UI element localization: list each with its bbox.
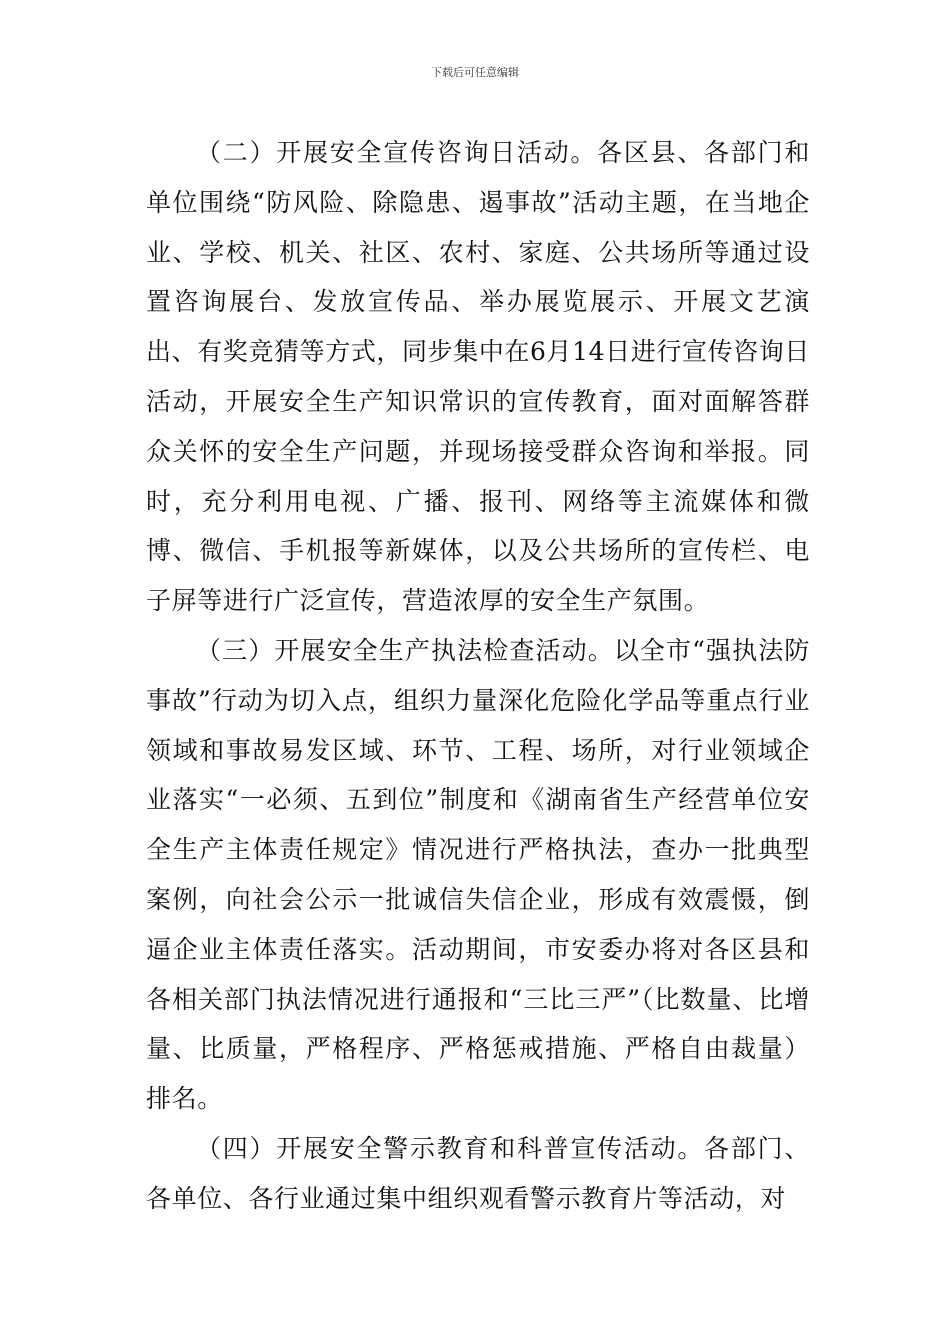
document-body xyxy=(146,128,810,1224)
page-header-note: 下载后可任意编辑 xyxy=(431,66,519,79)
paragraph-warning-education: （四）开展安全警示教育和科普宣传活动。各部门、各单位、各行业通过集中组织观看警示教育片等活动，对 xyxy=(146,1133,810,1213)
paragraph-law-enforcement: （三）开展安全生产执法检查活动。以全市“强执法防事故”行动为切入点，组织力量深化危险化学品等重点行业领域和事故易发区域、环节、工程、场所，对行业领域企业落实“一必须、五到位”制度和《湖南省生产经营单位安全生产主体责任规定》情况进行严格执法，查办一批典型案例，向社会公示一批诚信失信企业，形成有效震慑，倒逼企业主体责任落实。活动期间，市安委办将对各区县和各相关部门执法情况进行通报和“三比三严”（比数量、比增量、比质量，严格程序、严格惩戒措施、严格自由裁量）排名。 xyxy=(146,635,810,1114)
paragraph-consultation-day: （二）开展安全宣传咨询日活动。各区县、各部门和单位围绕“防风险、除隐患、遏事故”活动主题，在当地企业、学校、机关、社区、农村、家庭、公共场所等通过设置咨询展台、发放宣传品、举办展览展示、开展文艺演出、有奖竞猜等方式，同步集中在6月14日进行宣传咨询日活动，开展安全生产知识常识的宣传教育，面对面解答群众关怀的安全生产问题，并现场接受群众咨询和举报。同时，充分利用电视、广播、报刊、网络等主流媒体和微博、微信、手机报等新媒体，以及公共场所的宣传栏、电子屏等进行广泛宣传，营造浓厚的安全生产氛围。 xyxy=(146,138,810,616)
